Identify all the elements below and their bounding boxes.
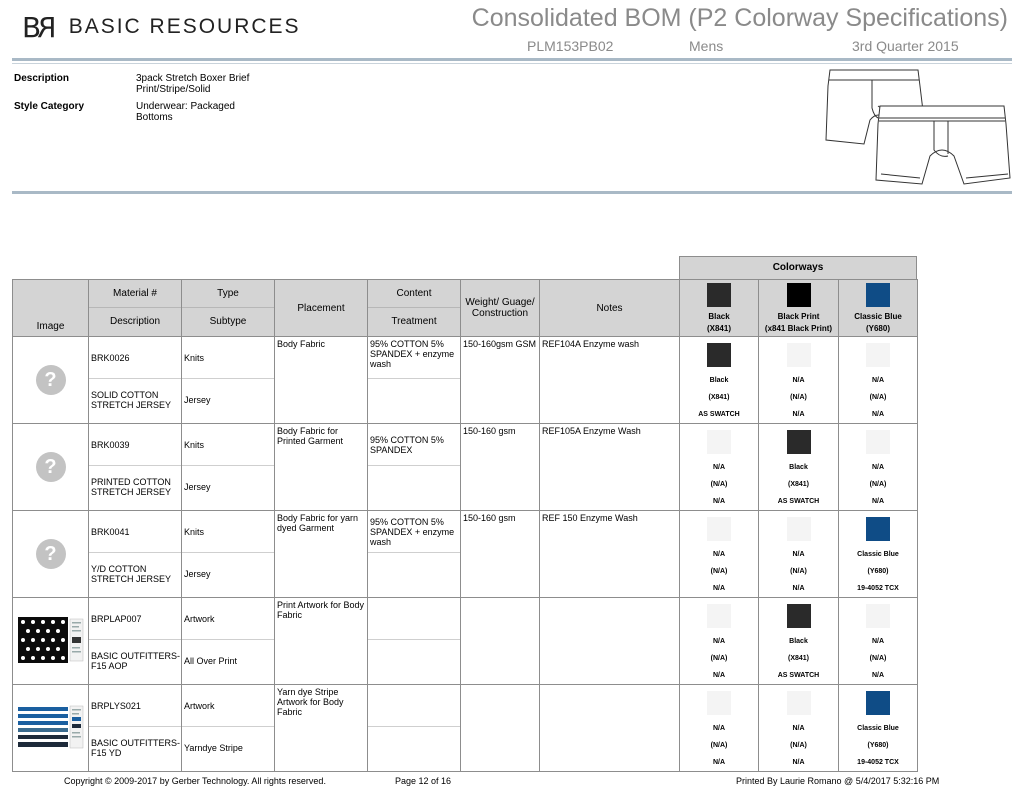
color-swatch <box>866 430 890 454</box>
description-line1: 3pack Stretch Boxer Brief <box>136 73 250 84</box>
content-cell <box>368 598 461 685</box>
material-number: BRPLYS021 <box>89 685 181 727</box>
colorway-reference: AS SWATCH <box>777 498 820 505</box>
colorway-black-print-header <box>759 280 839 337</box>
material-placement: Body Fabric for Printed Garment <box>275 424 368 511</box>
colorway-value: N/A <box>792 725 805 732</box>
col-image: Image <box>13 280 89 337</box>
color-swatch <box>866 691 890 715</box>
colorway-code: (N/A) <box>790 742 807 749</box>
color-swatch <box>707 343 731 367</box>
material-placement: Body Fabric <box>275 337 368 424</box>
plm-number: PLM153PB02 <box>527 38 614 54</box>
colorway-reference: N/A <box>792 411 805 418</box>
colorway-cell <box>839 337 918 424</box>
colorway-code: (X841) <box>706 324 731 333</box>
material-placement: Yarn dye Stripe Artwork for Body Fabric <box>275 685 368 772</box>
colorway-cell <box>680 424 759 511</box>
col-description: Description <box>109 316 161 327</box>
colorway-code: (N/A) <box>710 655 728 662</box>
col-treatment: Treatment <box>391 316 437 327</box>
colorway-value: N/A <box>792 551 805 558</box>
colorway-cell <box>759 598 839 685</box>
material-cell <box>89 424 182 511</box>
colorway-cell <box>759 511 839 598</box>
material-description: Y/D COTTON STRETCH JERSEY <box>91 563 172 584</box>
content-cell <box>368 424 461 511</box>
colorway-reference: N/A <box>712 759 726 766</box>
color-swatch <box>787 691 811 715</box>
type-cell <box>182 337 275 424</box>
material-treatment <box>368 379 460 420</box>
colorway-cell <box>839 424 918 511</box>
material-treatment <box>368 640 460 681</box>
copyright-notice: Copyright © 2009-2017 by Gerber Technology. All rights reserved. <box>64 776 326 786</box>
color-swatch <box>787 604 811 628</box>
color-swatch <box>707 430 731 454</box>
colorway-name: Black <box>708 312 730 321</box>
section-rule <box>12 191 1012 194</box>
col-type: Type <box>182 280 274 308</box>
season: 3rd Quarter 2015 <box>852 38 959 54</box>
content-cell <box>368 511 461 598</box>
colorway-cell <box>839 511 918 598</box>
document-title: Consolidated BOM (P2 Colorway Specifications) <box>471 4 1008 32</box>
colorway-code: (Y680) <box>865 324 890 333</box>
material-image-cell <box>13 511 89 598</box>
stripe-print-thumbnail <box>18 704 84 750</box>
color-swatch <box>866 343 890 367</box>
brand-logo <box>22 12 301 42</box>
colorway-classic-blue-header <box>839 280 918 337</box>
colorway-reference: 19-4052 TCX <box>857 759 899 766</box>
colorway-cell <box>759 424 839 511</box>
colorway-swatch <box>787 283 811 307</box>
colorway-cell <box>759 685 839 772</box>
colorway-cell <box>680 337 759 424</box>
col-content-treatment <box>368 280 461 337</box>
material-cell <box>89 511 182 598</box>
colorway-code: (Y680) <box>867 568 889 575</box>
colorway-value: N/A <box>871 464 885 471</box>
colorway-value: Black <box>789 464 808 471</box>
material-image-cell <box>13 424 89 511</box>
colorway-value: N/A <box>712 638 726 645</box>
division: Mens <box>689 38 724 54</box>
colorway-reference: AS SWATCH <box>777 672 820 679</box>
col-content: Content <box>368 280 460 308</box>
material-type: Artwork <box>182 685 274 727</box>
colorway-reference: 19-4052 TCX <box>857 585 899 592</box>
colorway-name: Black Print <box>777 312 820 321</box>
material-content: 95% COTTON 5% SPANDEX + enzyme wash <box>368 511 460 553</box>
colorway-value: Classic Blue <box>857 551 899 558</box>
colorway-code: (x841 Black Print) <box>764 324 833 333</box>
color-swatch <box>787 343 811 367</box>
colorway-cell <box>839 598 918 685</box>
material-subtype: Jersey <box>184 394 211 405</box>
question-mark-icon: ? <box>36 452 66 482</box>
color-swatch <box>866 604 890 628</box>
description-label: Description <box>14 73 70 84</box>
header-rule-thin <box>12 63 1012 64</box>
colorway-code: (Y680) <box>867 742 889 749</box>
material-treatment <box>368 727 460 768</box>
garment-sketch <box>822 66 1012 188</box>
colorway-code: (N/A) <box>710 742 728 749</box>
colorway-code: (X841) <box>787 481 809 488</box>
colorway-code: (N/A) <box>710 481 728 488</box>
colorway-value: N/A <box>792 377 805 384</box>
colorway-code: (X841) <box>787 655 809 662</box>
colorway-code: (N/A) <box>869 481 887 488</box>
material-placement: Print Artwork for Body Fabric <box>275 598 368 685</box>
colorway-name: Classic Blue <box>854 312 902 321</box>
colorway-reference: N/A <box>792 585 805 592</box>
colorway-cell <box>680 598 759 685</box>
page-number: Page 12 of 16 <box>395 776 452 786</box>
material-treatment <box>368 466 460 507</box>
material-notes <box>540 685 680 772</box>
colorway-reference: N/A <box>712 585 726 592</box>
colorway-reference: N/A <box>871 411 885 418</box>
table-row <box>13 685 918 772</box>
material-content <box>368 598 460 640</box>
colorway-value: N/A <box>871 377 885 384</box>
colorway-code: (N/A) <box>710 568 728 575</box>
material-notes <box>540 598 680 685</box>
color-swatch <box>787 430 811 454</box>
material-image-cell <box>13 337 89 424</box>
type-cell <box>182 511 275 598</box>
colorway-swatch <box>707 283 731 307</box>
material-description: PRINTED COTTON STRETCH JERSEY <box>91 476 172 497</box>
colorway-code: (N/A) <box>869 394 887 401</box>
material-content <box>368 685 460 727</box>
material-subtype: Jersey <box>184 481 211 492</box>
material-number: BRK0026 <box>89 337 181 379</box>
type-cell <box>182 685 275 772</box>
material-notes: REF 150 Enzyme Wash <box>540 511 680 598</box>
colorway-value: N/A <box>712 551 726 558</box>
color-swatch <box>866 517 890 541</box>
type-cell <box>182 424 275 511</box>
header-rule <box>12 58 1012 61</box>
printed-by: Printed By Laurie Romano @ 5/4/2017 5:32:16 PM <box>736 776 940 786</box>
material-weight: 150-160gsm GSM <box>461 337 540 424</box>
color-swatch <box>707 604 731 628</box>
col-material-description <box>89 280 182 337</box>
colorway-reference: N/A <box>871 672 885 679</box>
description-line2: Print/Stripe/Solid <box>136 84 211 95</box>
col-material: Material # <box>89 280 181 308</box>
colorway-cell <box>839 685 918 772</box>
colorway-value: Classic Blue <box>857 725 899 732</box>
material-type: Knits <box>182 511 274 553</box>
colorway-cell <box>759 337 839 424</box>
polka-dot-print-thumbnail <box>18 617 84 663</box>
brand-name: BASIC RESOURCES <box>68 15 301 38</box>
material-number: BRPLAP007 <box>89 598 181 640</box>
bom-table <box>12 279 918 772</box>
color-swatch <box>707 691 731 715</box>
material-weight: 150-160 gsm <box>461 424 540 511</box>
table-row <box>13 337 918 424</box>
table-row <box>13 598 918 685</box>
content-cell <box>368 337 461 424</box>
colorway-value: N/A <box>712 464 726 471</box>
material-weight <box>461 598 540 685</box>
material-type: Knits <box>182 424 274 466</box>
material-image-cell <box>13 598 89 685</box>
colorway-swatch <box>866 283 890 307</box>
material-cell <box>89 685 182 772</box>
colorway-reference: N/A <box>712 498 726 505</box>
material-type: Artwork <box>182 598 274 640</box>
colorway-reference: N/A <box>871 498 885 505</box>
material-subtype: Jersey <box>184 568 211 579</box>
colorway-value: Black <box>789 638 808 645</box>
color-swatch <box>787 517 811 541</box>
col-subtype: Subtype <box>209 316 247 327</box>
material-cell <box>89 337 182 424</box>
material-weight <box>461 685 540 772</box>
material-number: BRK0039 <box>89 424 181 466</box>
material-description: SOLID COTTON STRETCH JERSEY <box>91 389 172 410</box>
material-notes: REF105A Enzyme Wash <box>540 424 680 511</box>
material-image-cell <box>13 685 89 772</box>
material-placement: Body Fabric for yarn dyed Garment <box>275 511 368 598</box>
type-cell <box>182 598 275 685</box>
colorway-cell <box>680 685 759 772</box>
material-subtype: Yarndye Stripe <box>184 742 243 753</box>
table-row <box>13 511 918 598</box>
col-notes: Notes <box>540 280 680 337</box>
question-mark-icon: ? <box>36 539 66 569</box>
col-weight: Weight/ Guage/ Construction <box>461 280 540 337</box>
colorway-code: (N/A) <box>869 655 887 662</box>
style-category-line2: Bottoms <box>136 112 173 123</box>
material-cell <box>89 598 182 685</box>
colorway-value: N/A <box>712 725 726 732</box>
colorway-code: (X841) <box>708 394 730 401</box>
col-type-subtype <box>182 280 275 337</box>
colorway-value: N/A <box>871 638 885 645</box>
style-category-label: Style Category <box>14 101 85 112</box>
colorway-reference: AS SWATCH <box>698 411 740 418</box>
colorway-reference: N/A <box>792 759 805 766</box>
style-category-line1: Underwear: Packaged <box>136 101 235 112</box>
colorway-reference: N/A <box>712 672 726 679</box>
material-notes: REF104A Enzyme wash <box>540 337 680 424</box>
colorway-value: Black <box>709 377 729 384</box>
question-mark-icon: ? <box>36 365 66 395</box>
brand-monogram: BR <box>22 10 57 44</box>
material-treatment <box>368 553 460 594</box>
material-subtype: All Over Print <box>184 655 238 666</box>
material-weight: 150-160 gsm <box>461 511 540 598</box>
material-content: 95% COTTON 5% SPANDEX + enzyme wash <box>368 337 460 379</box>
color-swatch <box>707 517 731 541</box>
material-content: 95% COTTON 5% SPANDEX <box>368 424 460 466</box>
colorway-cell <box>680 511 759 598</box>
material-type: Knits <box>182 337 274 379</box>
colorway-black-header <box>680 280 759 337</box>
table-row <box>13 424 918 511</box>
content-cell <box>368 685 461 772</box>
material-description: BASIC OUTFITTERS-F15 YD <box>91 737 181 758</box>
material-number: BRK0041 <box>89 511 181 553</box>
colorways-header: Colorways <box>679 256 917 280</box>
colorway-code: (N/A) <box>790 568 807 575</box>
col-placement: Placement <box>275 280 368 337</box>
colorway-code: (N/A) <box>790 394 807 401</box>
material-description: BASIC OUTFITTERS-F15 AOP <box>91 650 181 671</box>
